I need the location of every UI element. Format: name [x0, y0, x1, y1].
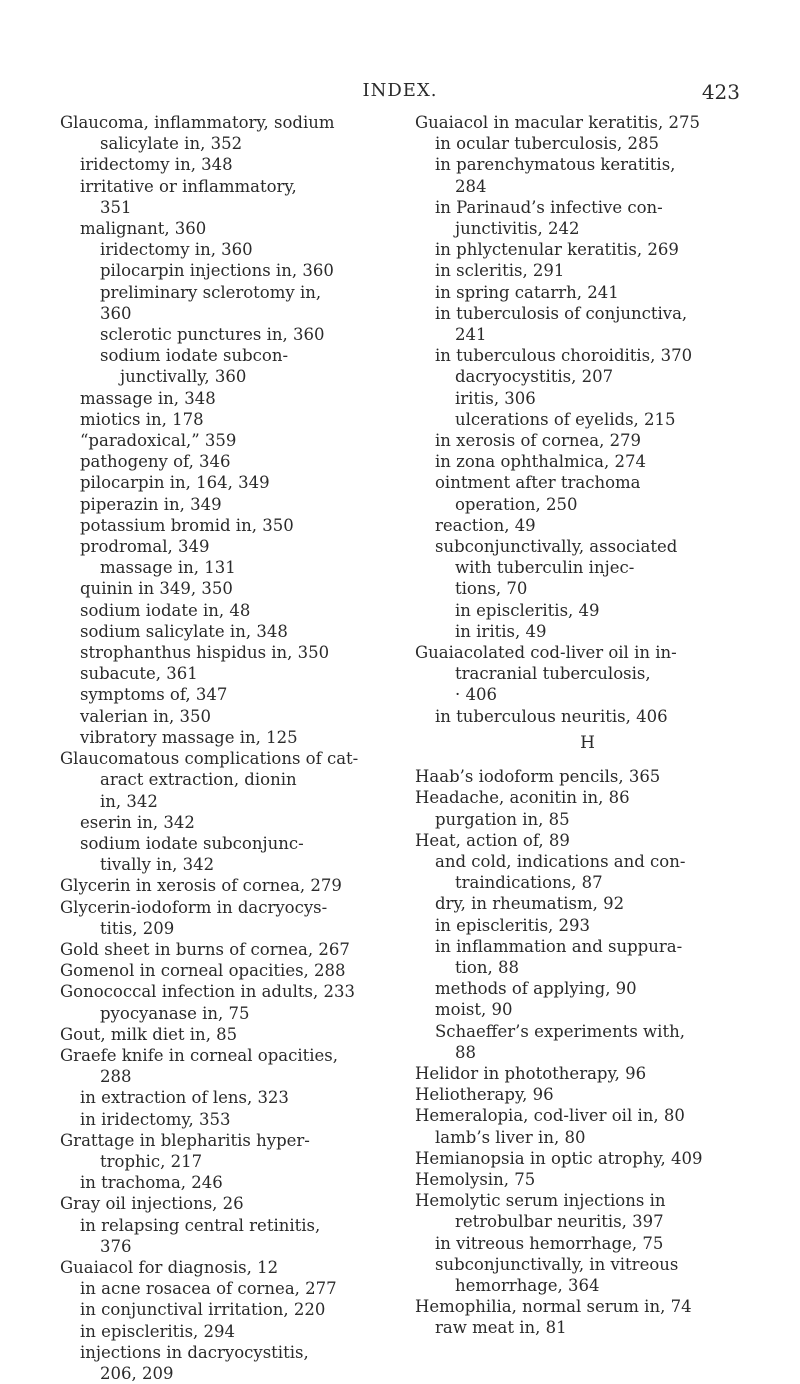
index-main-entry: Graefe knife in corneal opacities,	[60, 1045, 339, 1065]
index-sub-entry: in parenchymatous keratitis,	[435, 155, 676, 175]
index-sub-entry: sodium salicylate in, 348	[80, 621, 288, 641]
index-sub-entry: titis, 209	[100, 918, 175, 938]
index-sub-entry: lamb’s liver in, 80	[435, 1127, 586, 1147]
index-sub-entry: methods of applying, 90	[435, 979, 637, 999]
index-sub-entry: salicylate in, 352	[100, 134, 243, 154]
index-sub-entry: in tuberculous choroiditis, 370	[435, 346, 693, 366]
index-sub-entry: · 406	[455, 685, 497, 705]
index-sub-entry: tion, 88	[455, 957, 519, 977]
index-sub-entry: in phlyctenular keratitis, 269	[435, 240, 679, 260]
index-sub-entry: and cold, indications and con-	[435, 851, 686, 871]
index-sub-entry: raw meat in, 81	[435, 1318, 567, 1338]
index-main-entry: Headache, aconitin in, 86	[415, 788, 630, 808]
index-sub-entry: trophic, 217	[100, 1151, 203, 1171]
index-sub-entry: in Parinaud’s infective con-	[435, 197, 663, 217]
index-sub-entry: subconjunctivally, in vitreous	[435, 1254, 679, 1274]
index-sub-entry: pathogeny of, 346	[80, 452, 231, 472]
index-sub-entry: subconjunctivally, associated	[435, 537, 678, 557]
index-main-entry: Gout, milk diet in, 85	[60, 1024, 238, 1044]
page-header	[60, 80, 740, 110]
index-sub-entry: “paradoxical,” 359	[80, 431, 237, 451]
index-sub-entry: irritative or inflammatory,	[80, 176, 297, 196]
index-sub-entry: in, 342	[100, 791, 158, 811]
index-sub-entry: strophanthus hispidus in, 350	[80, 643, 330, 663]
index-columns	[60, 112, 760, 1384]
index-sub-entry: 288	[100, 1067, 132, 1087]
index-sub-entry: preliminary sclerotomy in,	[100, 282, 322, 302]
index-sub-entry: vibratory massage in, 125	[80, 727, 298, 747]
index-sub-entry: iridectomy in, 348	[80, 155, 233, 175]
index-sub-entry: in acne rosacea of cornea, 277	[80, 1279, 337, 1299]
index-main-entry: Glycerin-iodoform in dacryocys-	[60, 897, 328, 917]
index-sub-entry: in scleritis, 291	[435, 261, 565, 281]
index-sub-entry: subacute, 361	[80, 664, 198, 684]
index-sub-entry: traindications, 87	[455, 873, 603, 893]
index-sub-entry: with tuberculin injec-	[455, 558, 635, 578]
index-sub-entry: moist, 90	[435, 1000, 513, 1020]
index-sub-entry: dry, in rheumatism, 92	[435, 894, 625, 914]
index-sub-entry: in relapsing central retinitis,	[80, 1215, 321, 1235]
index-main-entry: Glaucoma, inflammatory, sodium	[60, 113, 335, 132]
index-main-entry: Haab’s iodoform pencils, 365	[415, 767, 661, 787]
index-sub-entry: potassium bromid in, 350	[80, 515, 294, 535]
index-sub-entry: in episcleritis, 294	[80, 1321, 236, 1341]
index-sub-entry: in episcleritis, 293	[435, 915, 591, 935]
index-sub-entry: 284	[455, 176, 487, 196]
index-main-entry: Gray oil injections, 26	[60, 1194, 244, 1214]
index-sub-entry: in extraction of lens, 323	[80, 1088, 289, 1108]
index-sub-entry: sclerotic punctures in, 360	[100, 325, 325, 345]
index-main-entry: Hemianopsia in optic atrophy, 409	[415, 1148, 703, 1168]
index-sub-entry: piperazin in, 349	[80, 494, 222, 514]
index-sub-entry: in xerosis of cornea, 279	[435, 431, 642, 451]
index-sub-entry: ulcerations of eyelids, 215	[455, 409, 676, 429]
index-sub-entry: tracranial tuberculosis,	[455, 664, 651, 684]
index-main-entry: Gold sheet in burns of cornea, 267	[60, 939, 350, 959]
index-sub-entry: sodium iodate subconjunc-	[80, 833, 304, 853]
index-sub-entry: junctivitis, 242	[455, 219, 580, 239]
index-sub-entry: iritis, 306	[455, 388, 536, 408]
index-sub-entry: in iridectomy, 353	[80, 1109, 231, 1129]
index-sub-entry: sodium iodate subcon-	[100, 346, 289, 366]
left-column	[60, 112, 405, 1384]
index-sub-entry: retrobulbar neuritis, 397	[455, 1212, 664, 1232]
running-head: INDEX.	[362, 80, 438, 101]
index-sub-entry: in tuberculosis of conjunctiva,	[435, 303, 688, 323]
section-letter-heading: H	[580, 732, 595, 753]
index-main-entry: Helidor in phototherapy, 96	[415, 1063, 647, 1083]
index-sub-entry: in spring catarrh, 241	[435, 282, 619, 302]
index-sub-entry: massage in, 131	[100, 558, 236, 578]
index-sub-entry: massage in, 348	[80, 388, 216, 408]
index-sub-entry: symptoms of, 347	[80, 685, 228, 705]
index-sub-entry: sodium iodate in, 48	[80, 600, 251, 620]
index-sub-entry: purgation in, 85	[435, 809, 570, 829]
index-main-entry: Grattage in blepharitis hyper-	[60, 1130, 310, 1150]
index-sub-entry: miotics in, 178	[80, 409, 204, 429]
index-sub-entry: ointment after trachoma	[435, 473, 641, 493]
index-sub-entry: pyocyanase in, 75	[100, 1003, 250, 1023]
index-sub-entry: iridectomy in, 360	[100, 240, 253, 260]
index-sub-entry: 206, 209	[100, 1363, 174, 1383]
index-sub-entry: valerian in, 350	[80, 706, 211, 726]
index-sub-entry: eserin in, 342	[80, 812, 195, 832]
index-main-entry: Glaucomatous complications of cat-	[60, 749, 359, 769]
index-main-entry: Hemophilia, normal serum in, 74	[415, 1297, 692, 1317]
index-sub-entry: Schaeffer’s experiments with,	[435, 1021, 685, 1041]
index-sub-entry: injections in dacryocystitis,	[80, 1342, 309, 1362]
index-sub-entry: 360	[100, 303, 132, 323]
index-main-entry: Hemolytic serum injections in	[415, 1191, 666, 1211]
index-sub-entry: reaction, 49	[435, 515, 536, 535]
index-sub-entry: tivally in, 342	[100, 855, 215, 875]
index-main-entry: Heliotherapy, 96	[415, 1085, 554, 1105]
index-main-entry: Gomenol in corneal opacities, 288	[60, 961, 346, 981]
index-sub-entry: in ocular tuberculosis, 285	[435, 134, 659, 154]
index-sub-entry: 88	[455, 1042, 476, 1062]
index-sub-entry: 376	[100, 1236, 132, 1256]
index-sub-entry: in vitreous hemorrhage, 75	[435, 1233, 664, 1253]
index-sub-entry: dacryocystitis, 207	[455, 367, 614, 387]
index-main-entry: Hemolysin, 75	[415, 1169, 536, 1189]
index-main-entry: Glycerin in xerosis of cornea, 279	[60, 876, 342, 896]
index-sub-entry: in episcleritis, 49	[455, 600, 600, 620]
index-main-entry: Guaiacolated cod-liver oil in in-	[415, 643, 677, 663]
index-sub-entry: 241	[455, 325, 487, 345]
index-sub-entry: in inflammation and suppura-	[435, 936, 683, 956]
index-sub-entry: in trachoma, 246	[80, 1173, 223, 1193]
index-sub-entry: malignant, 360	[80, 219, 207, 239]
index-sub-entry: in iritis, 49	[455, 621, 547, 641]
index-sub-entry: quinin in 349, 350	[80, 579, 233, 599]
index-sub-entry: tions, 70	[455, 579, 528, 599]
index-sub-entry: aract extraction, dionin	[100, 770, 297, 790]
index-sub-entry: junctivally, 360	[120, 367, 247, 387]
index-sub-entry: in tuberculous neuritis, 406	[435, 706, 668, 726]
index-sub-entry: 351	[100, 197, 132, 217]
index-sub-entry: in zona ophthalmica, 274	[435, 452, 646, 472]
index-sub-entry: in conjunctival irritation, 220	[80, 1300, 326, 1320]
index-sub-entry: prodromal, 349	[80, 537, 210, 557]
index-sub-entry: pilocarpin in, 164, 349	[80, 473, 270, 493]
index-main-entry: Hemeralopia, cod-liver oil in, 80	[415, 1106, 685, 1126]
index-sub-entry: operation, 250	[455, 494, 578, 514]
index-main-entry: Guaiacol in macular keratitis, 275	[415, 113, 700, 132]
index-main-entry: Gonococcal infection in adults, 233	[60, 982, 355, 1002]
right-column	[415, 112, 760, 1384]
index-sub-entry: pilocarpin injections in, 360	[100, 261, 334, 281]
index-main-entry: Guaiacol for diagnosis, 12	[60, 1257, 279, 1277]
page-number: 423	[701, 80, 740, 104]
index-sub-entry: hemorrhage, 364	[455, 1275, 600, 1295]
index-main-entry: Heat, action of, 89	[415, 830, 570, 850]
